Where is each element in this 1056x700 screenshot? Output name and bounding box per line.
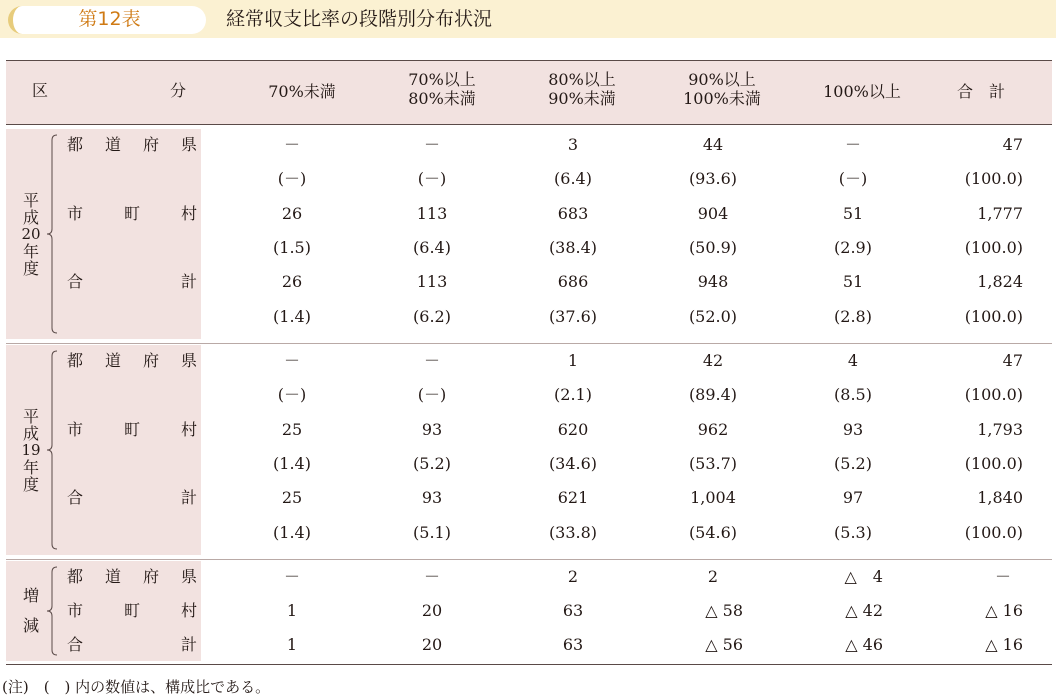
table-cell: 42 <box>702 351 724 370</box>
table-cell: － <box>994 567 1011 586</box>
table-cell: 620 <box>557 419 589 439</box>
table-cell: (100.0) <box>964 385 1023 405</box>
table-cell: 686 <box>557 272 589 292</box>
table-cell: 1 <box>567 351 579 370</box>
table-cell: (33.8) <box>548 522 598 542</box>
row-label-char: 市 <box>66 203 83 223</box>
table-cell: － <box>423 351 440 370</box>
table-cell: 20 <box>421 635 443 654</box>
header-line: 100%未満 <box>683 89 761 108</box>
row-label-char: 都 <box>66 351 83 370</box>
table-cell: (38.4) <box>548 237 598 257</box>
header-col-total <box>926 82 1036 101</box>
table-cell: △ 16 <box>985 635 1023 654</box>
table-cell: 93 <box>421 488 443 508</box>
table-cell: (100.0) <box>964 522 1023 542</box>
row-label-char: 町 <box>123 419 140 439</box>
table-cell: 113 <box>416 272 448 292</box>
group-label-char: 減 <box>22 616 39 635</box>
group-label-char: 増 <box>22 586 39 605</box>
table-cell: 25 <box>281 419 303 439</box>
table-cell: (53.7) <box>688 453 738 473</box>
group-label <box>20 581 42 641</box>
row-label-char: 市 <box>66 601 83 620</box>
table-cell: 26 <box>281 272 303 292</box>
table-cell: 1,824 <box>977 272 1023 292</box>
row-label-char: 合 <box>66 488 83 508</box>
table-cell: (2.9) <box>834 237 872 257</box>
table-cell: 904 <box>697 203 729 223</box>
table-cell: 97 <box>842 488 864 508</box>
row-label-char: 道 <box>104 135 121 154</box>
group-label-char: 成 <box>22 423 39 443</box>
table-cell: 93 <box>842 419 864 439</box>
row-label-char: 府 <box>142 135 159 154</box>
table-cell: △ 56 <box>705 635 743 654</box>
table-cell: (5.1) <box>413 522 451 542</box>
table-cell: (93.6) <box>688 169 738 189</box>
header-col-70-80 <box>372 70 512 108</box>
table-cell: 4 <box>847 351 859 370</box>
group-label-char: 年 <box>22 241 39 261</box>
table-cell: 47 <box>1002 351 1023 370</box>
table-cell: (2.8) <box>834 306 872 326</box>
table-cell: (－) <box>838 169 868 189</box>
table-cell: － <box>844 135 861 154</box>
row-label-char: 村 <box>180 203 197 223</box>
group-label-char: 19 <box>21 440 41 459</box>
table-cell: (100.0) <box>964 237 1023 257</box>
table-cell: 3 <box>567 135 579 154</box>
table-cell: 25 <box>281 488 303 508</box>
header-line: 70%以上 <box>408 70 476 89</box>
group-label <box>20 192 42 277</box>
group-separator <box>6 559 1052 560</box>
header-col-100-over <box>792 82 932 101</box>
table-cell: － <box>283 351 300 370</box>
table-cell: (1.4) <box>273 522 311 542</box>
footnote: (注) ( ) 内の数値は、構成比である。 <box>2 678 271 696</box>
group-label-char: 年 <box>22 457 39 477</box>
group-label-char: 平 <box>22 406 39 426</box>
table-cell: (6.4) <box>413 237 451 257</box>
header-bottom-rule <box>6 124 1052 125</box>
table-cell: 962 <box>697 419 729 439</box>
table-cell: △ 16 <box>985 601 1023 620</box>
table-cell: － <box>283 567 300 586</box>
header-kubun-right: 分 <box>169 81 186 100</box>
table-cell: (6.2) <box>413 306 451 326</box>
header-col-90-100 <box>652 70 792 108</box>
table-cell: 2 <box>567 567 579 586</box>
row-label-char: 計 <box>180 488 197 508</box>
row-label-char: 道 <box>104 567 121 586</box>
header-line: 90%未満 <box>548 89 616 108</box>
table-cell: － <box>423 567 440 586</box>
header-line: 70%未満 <box>268 82 336 101</box>
row-label-char: 町 <box>123 601 140 620</box>
table-number-badge: 第12表 <box>8 6 206 34</box>
table-cell: 63 <box>562 635 584 654</box>
table-bottom-rule <box>6 664 1052 665</box>
table-cell: (34.6) <box>548 453 598 473</box>
table-cell: (100.0) <box>964 169 1023 189</box>
table-cell: 47 <box>1002 135 1023 154</box>
table-cell: (50.9) <box>688 237 738 257</box>
row-label-char: 都 <box>66 135 83 154</box>
table-title: 経常収支比率の段階別分布状況 <box>226 8 493 30</box>
group-brace <box>46 350 58 550</box>
table-cell: (1.4) <box>273 306 311 326</box>
table-cell: 113 <box>416 203 448 223</box>
table-cell: (100.0) <box>964 306 1023 326</box>
table-cell: 1,777 <box>977 203 1023 223</box>
row-label-char: 府 <box>142 351 159 370</box>
table-cell: 63 <box>562 601 584 620</box>
row-label-char: 計 <box>180 272 197 292</box>
table-cell: 1 <box>286 635 298 654</box>
table-cell: － <box>283 135 300 154</box>
table-cell: (54.6) <box>688 522 738 542</box>
group-brace <box>46 134 58 334</box>
table-cell: △ 58 <box>705 601 743 620</box>
table-cell: 683 <box>557 203 589 223</box>
table-cell: (－) <box>417 169 447 189</box>
table-cell: (5.3) <box>834 522 872 542</box>
table-cell: (8.5) <box>834 385 872 405</box>
table-cell: (37.6) <box>548 306 598 326</box>
row-label-char: 県 <box>180 351 197 370</box>
table-cell: (1.5) <box>273 237 311 257</box>
table-cell: 1,793 <box>977 419 1023 439</box>
table-cell: (6.4) <box>554 169 592 189</box>
group-label-char: 度 <box>22 258 39 278</box>
row-label-char: 道 <box>104 351 121 370</box>
header-line: 100%以上 <box>823 82 901 101</box>
table-cell: (－) <box>417 385 447 405</box>
table-cell: － <box>423 135 440 154</box>
group-label-char: 平 <box>22 190 39 210</box>
table-cell: 1 <box>286 601 298 620</box>
table-cell: (100.0) <box>964 453 1023 473</box>
table-cell: (5.2) <box>834 453 872 473</box>
table-cell: (－) <box>277 169 307 189</box>
table-cell: (5.2) <box>413 453 451 473</box>
group-label-char: 20 <box>21 224 41 243</box>
header-line: 合 計 <box>956 82 1005 101</box>
group-separator <box>6 343 1052 344</box>
row-label-char: 市 <box>66 419 83 439</box>
group-label <box>20 408 42 493</box>
table-cell: △ 46 <box>845 635 883 654</box>
table-top-rule <box>6 60 1052 61</box>
header-kubun-left: 区 <box>31 81 48 100</box>
header-line: 80%未満 <box>408 89 476 108</box>
table-cell: △ 42 <box>845 601 883 620</box>
table-cell: 20 <box>421 601 443 620</box>
group-label-char: 成 <box>22 207 39 227</box>
row-label-char: 村 <box>180 601 197 620</box>
table-title-banner <box>0 0 1056 38</box>
header-col-80-90 <box>512 70 652 108</box>
row-label-char: 合 <box>66 272 83 292</box>
table-cell: 26 <box>281 203 303 223</box>
table-cell: (2.1) <box>554 385 592 405</box>
table-cell: 51 <box>842 272 864 292</box>
table-cell: 1,840 <box>977 488 1023 508</box>
header-col-under-70 <box>232 82 372 101</box>
header-line: 80%以上 <box>548 70 616 89</box>
row-label-char: 府 <box>142 567 159 586</box>
row-label-char: 合 <box>66 635 83 654</box>
table-cell: 1,004 <box>690 488 736 508</box>
row-label-char: 村 <box>180 419 197 439</box>
table-cell: 948 <box>697 272 729 292</box>
table-cell: △ 4 <box>844 567 883 586</box>
row-label-char: 町 <box>123 203 140 223</box>
row-label-char: 県 <box>180 135 197 154</box>
table-cell: (89.4) <box>688 385 738 405</box>
group-brace <box>46 566 58 656</box>
table-cell: (1.4) <box>273 453 311 473</box>
table-cell: (－) <box>277 385 307 405</box>
table-cell: 44 <box>702 135 724 154</box>
header-line: 90%以上 <box>688 70 756 89</box>
group-label-char: 度 <box>22 474 39 494</box>
table-cell: 621 <box>557 488 589 508</box>
table-cell: 2 <box>707 567 719 586</box>
row-label-char: 県 <box>180 567 197 586</box>
table-cell: (52.0) <box>688 306 738 326</box>
table-cell: 51 <box>842 203 864 223</box>
row-label-char: 計 <box>180 635 197 654</box>
table-cell: 93 <box>421 419 443 439</box>
row-label-char: 都 <box>66 567 83 586</box>
